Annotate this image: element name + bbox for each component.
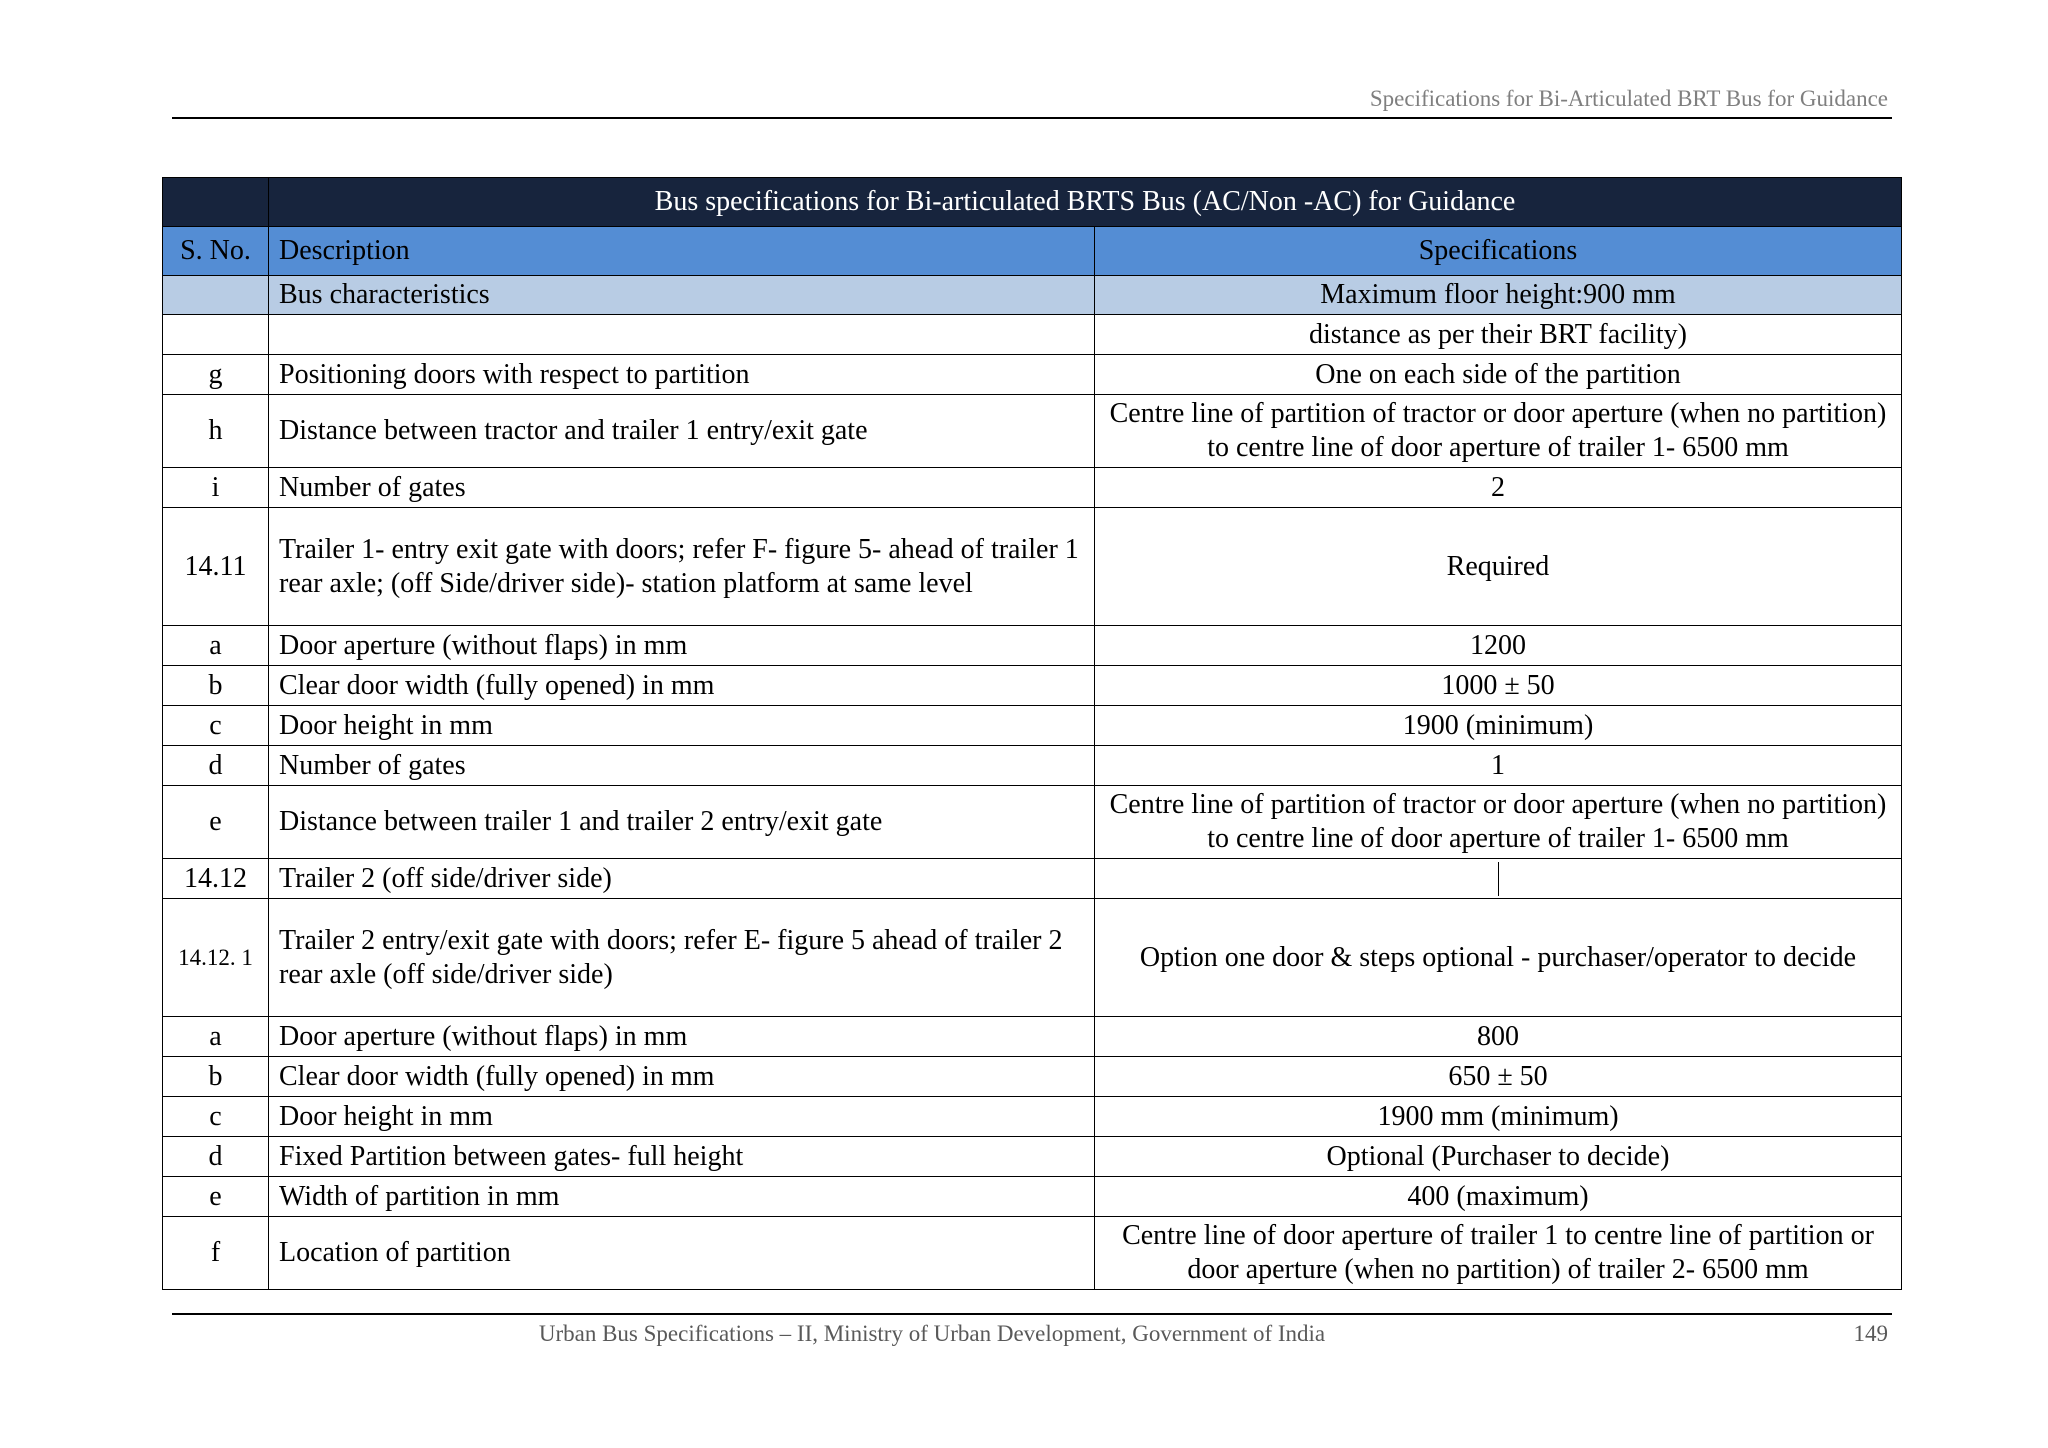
continuation-blank-1 bbox=[163, 315, 269, 355]
table-row bbox=[163, 899, 1902, 1017]
row-spec: One on each side of the partition bbox=[1095, 355, 1902, 395]
row-spec: 1900 (minimum) bbox=[1095, 706, 1902, 746]
row-description: Positioning doors with respect to partition bbox=[269, 355, 1095, 395]
table-row bbox=[163, 859, 1902, 899]
row-sno: c bbox=[163, 1097, 269, 1137]
row-spec: 2 bbox=[1095, 468, 1902, 508]
row-spec: 1 bbox=[1095, 746, 1902, 786]
row-description: Door height in mm bbox=[269, 706, 1095, 746]
row-spec: 1000 ± 50 bbox=[1095, 666, 1902, 706]
spec-table bbox=[162, 177, 1902, 1290]
row-sno: a bbox=[163, 626, 269, 666]
row-sno: b bbox=[163, 1057, 269, 1097]
row-description: Number of gates bbox=[269, 468, 1095, 508]
table-title-row bbox=[163, 178, 1902, 227]
subheader-spec: Maximum floor height:900 mm bbox=[1095, 276, 1902, 315]
table-row bbox=[163, 355, 1902, 395]
row-description: Trailer 1- entry exit gate with doors; refer F- figure 5- ahead of trailer 1 rear axle; (off Side/driver side)- station platform at same level bbox=[269, 508, 1095, 626]
split-cell-right bbox=[1499, 862, 1902, 896]
row-sno: e bbox=[163, 1177, 269, 1217]
row-spec: Centre line of door aperture of trailer 1 to centre line of partition or door aperture (when no partition) of trailer 2- 6500 mm bbox=[1095, 1217, 1902, 1290]
subheader-description: Bus characteristics bbox=[269, 276, 1095, 315]
row-description: Door aperture (without flaps) in mm bbox=[269, 626, 1095, 666]
split-cell-left bbox=[1095, 862, 1499, 896]
col-header-description: Description bbox=[269, 227, 1095, 276]
row-spec: 1900 mm (minimum) bbox=[1095, 1097, 1902, 1137]
column-header-row bbox=[163, 227, 1902, 276]
table-row bbox=[163, 1097, 1902, 1137]
table-row bbox=[163, 468, 1902, 508]
row-sno: f bbox=[163, 1217, 269, 1290]
row-spec: Required bbox=[1095, 508, 1902, 626]
col-header-specifications: Specifications bbox=[1095, 227, 1902, 276]
footer-text: Urban Bus Specifications – II, Ministry of Urban Development, Government of India bbox=[538, 1321, 1326, 1346]
row-spec: Optional (Purchaser to decide) bbox=[1095, 1137, 1902, 1177]
header-title: Specifications for Bi-Articulated BRT Bus for Guidance bbox=[1369, 86, 1888, 111]
row-sno: d bbox=[163, 1137, 269, 1177]
row-sno: h bbox=[163, 395, 269, 468]
row-description: Door aperture (without flaps) in mm bbox=[269, 1017, 1095, 1057]
row-description: Distance between trailer 1 and trailer 2 entry/exit gate bbox=[269, 786, 1095, 859]
table-row bbox=[163, 395, 1902, 468]
continuation-blank-2 bbox=[269, 315, 1095, 355]
row-sno: a bbox=[163, 1017, 269, 1057]
table-row bbox=[163, 508, 1902, 626]
row-sno: g bbox=[163, 355, 269, 395]
subheader-blank bbox=[163, 276, 269, 315]
continuation-text: distance as per their BRT facility) bbox=[1095, 315, 1902, 355]
row-spec-split bbox=[1095, 859, 1902, 899]
row-description: Clear door width (fully opened) in mm bbox=[269, 666, 1095, 706]
row-spec: 800 bbox=[1095, 1017, 1902, 1057]
table-row bbox=[163, 1137, 1902, 1177]
row-spec: Centre line of partition of tractor or door aperture (when no partition) to centre line of door aperture of trailer 1- 6500 mm bbox=[1095, 786, 1902, 859]
row-description: Door height in mm bbox=[269, 1097, 1095, 1137]
row-spec: 650 ± 50 bbox=[1095, 1057, 1902, 1097]
row-sno: d bbox=[163, 746, 269, 786]
table-row bbox=[163, 666, 1902, 706]
subheader-row bbox=[163, 276, 1902, 315]
row-sno: e bbox=[163, 786, 269, 859]
table-title: Bus specifications for Bi-articulated BRTS Bus (AC/Non -AC) for Guidance bbox=[269, 178, 1902, 227]
row-sno: c bbox=[163, 706, 269, 746]
title-blank-cell bbox=[163, 178, 269, 227]
row-description: Distance between tractor and trailer 1 entry/exit gate bbox=[269, 395, 1095, 468]
table-row bbox=[163, 746, 1902, 786]
table-row bbox=[163, 706, 1902, 746]
page-footer bbox=[172, 1313, 1892, 1346]
row-description: Trailer 2 entry/exit gate with doors; refer E- figure 5 ahead of trailer 2 rear axle (off side/driver side) bbox=[269, 899, 1095, 1017]
row-description: Clear door width (fully opened) in mm bbox=[269, 1057, 1095, 1097]
table-row bbox=[163, 786, 1902, 859]
row-description: Fixed Partition between gates- full height bbox=[269, 1137, 1095, 1177]
row-spec: Centre line of partition of tractor or door aperture (when no partition) to centre line of door aperture of trailer 1- 6500 mm bbox=[1095, 395, 1902, 468]
row-spec: Option one door & steps optional - purchaser/operator to decide bbox=[1095, 899, 1902, 1017]
row-sno: 14.12. 1 bbox=[163, 899, 269, 1017]
row-sno: b bbox=[163, 666, 269, 706]
table-row bbox=[163, 1017, 1902, 1057]
row-sno: 14.11 bbox=[163, 508, 269, 626]
page-number: 149 bbox=[1853, 1321, 1888, 1346]
table-row bbox=[163, 1217, 1902, 1290]
row-description: Trailer 2 (off side/driver side) bbox=[269, 859, 1095, 899]
row-description: Number of gates bbox=[269, 746, 1095, 786]
row-description: Width of partition in mm bbox=[269, 1177, 1095, 1217]
col-header-sno: S. No. bbox=[163, 227, 269, 276]
row-description: Location of partition bbox=[269, 1217, 1095, 1290]
table-row bbox=[163, 1057, 1902, 1097]
continuation-row bbox=[163, 315, 1902, 355]
row-spec: 1200 bbox=[1095, 626, 1902, 666]
row-spec: 400 (maximum) bbox=[1095, 1177, 1902, 1217]
row-sno: 14.12 bbox=[163, 859, 269, 899]
table-row bbox=[163, 626, 1902, 666]
page-header bbox=[172, 84, 1892, 119]
table-row bbox=[163, 1177, 1902, 1217]
row-sno: i bbox=[163, 468, 269, 508]
